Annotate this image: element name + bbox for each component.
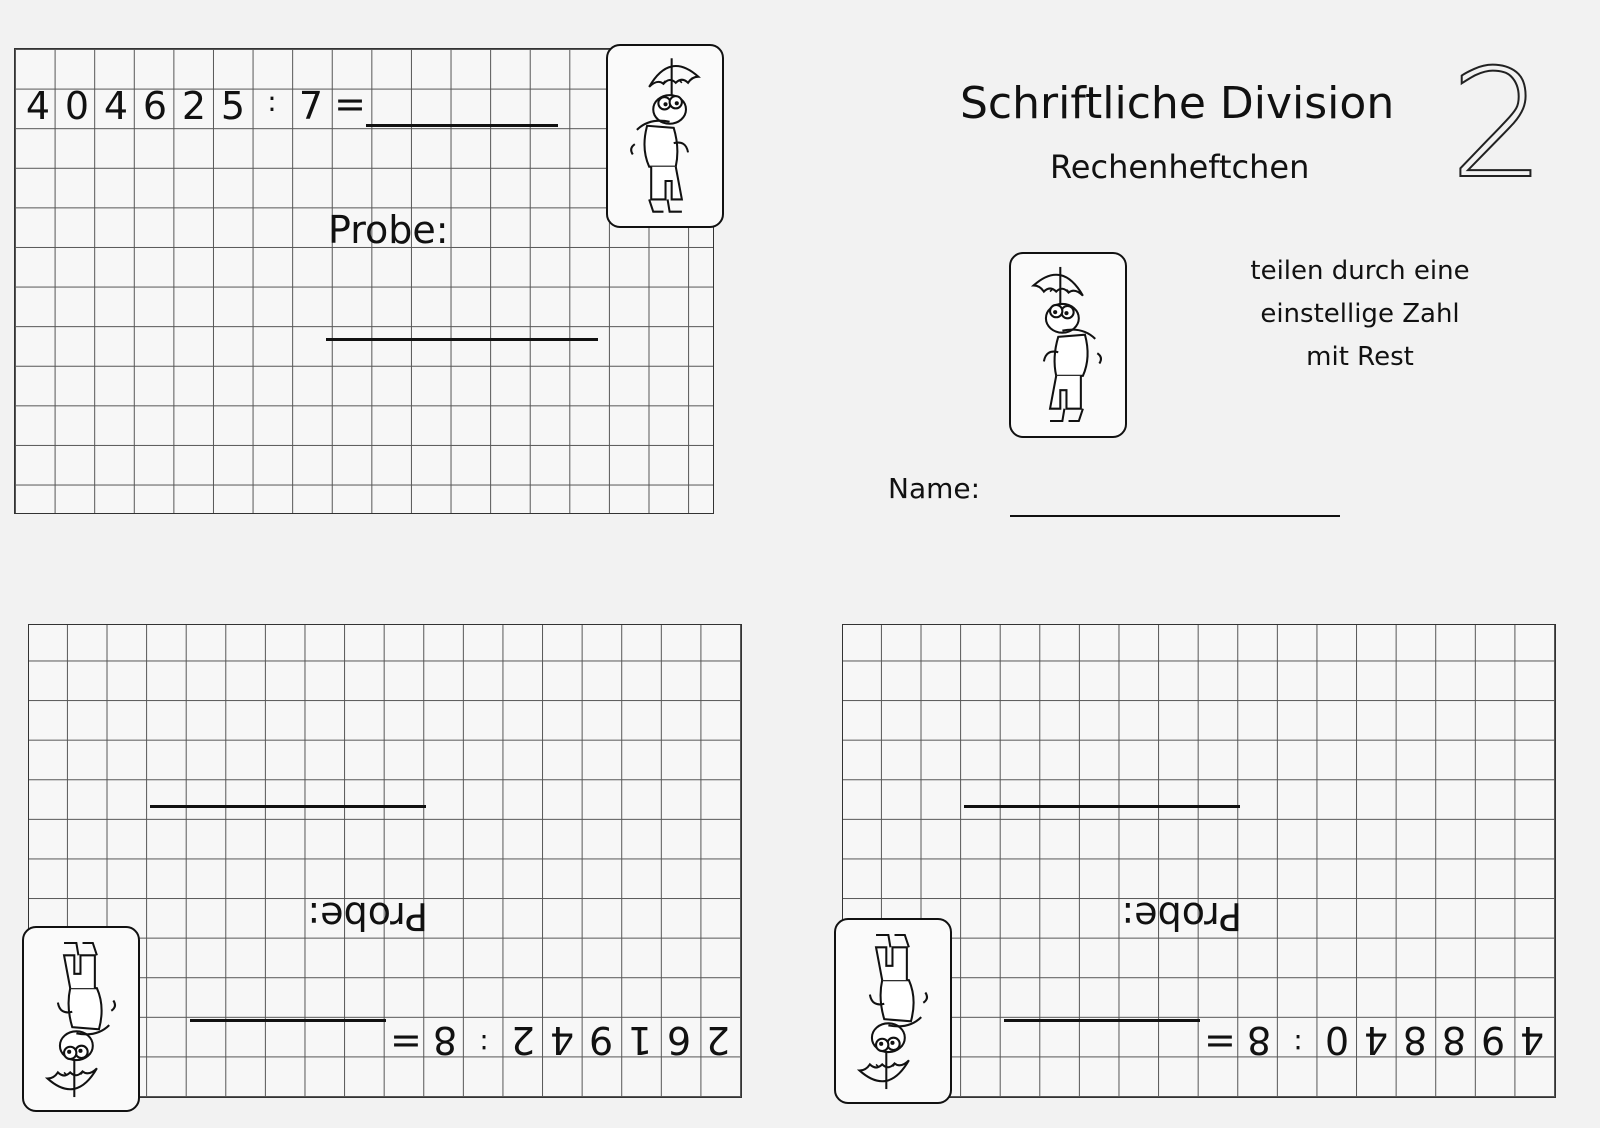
divisor: 7 <box>298 84 324 128</box>
info-line: einstellige Zahl <box>1260 299 1460 329</box>
division-sign: : <box>267 85 277 118</box>
probe-label: Probe: <box>307 894 428 938</box>
digit: 6 <box>142 84 168 128</box>
equals-sign: = <box>390 1020 422 1064</box>
mascot-card <box>22 926 140 1112</box>
equals-sign: = <box>1204 1020 1236 1064</box>
division-sign: : <box>1293 1028 1303 1061</box>
digit: 2 <box>510 1018 536 1062</box>
digit: 4 <box>1519 1018 1545 1062</box>
digit: 4 <box>25 84 51 128</box>
digit: 4 <box>549 1018 575 1062</box>
digit: 2 <box>705 1018 731 1062</box>
divisor: 8 <box>432 1018 458 1062</box>
frog-with-umbrella-icon <box>608 46 721 225</box>
digit: 4 <box>1363 1018 1389 1062</box>
digit: 9 <box>588 1018 614 1062</box>
divisor: 8 <box>1246 1018 1272 1062</box>
frog-with-umbrella-icon <box>25 929 138 1110</box>
answer-line[interactable] <box>1004 1019 1200 1022</box>
answer-line[interactable] <box>190 1019 386 1022</box>
frog-with-umbrella-icon <box>837 921 950 1102</box>
probe-answer-line[interactable] <box>964 805 1240 808</box>
mascot-card <box>834 918 952 1104</box>
digit: 2 <box>181 84 207 128</box>
digit: 6 <box>666 1018 692 1062</box>
probe-answer-line[interactable] <box>326 338 598 341</box>
digit: 8 <box>1441 1018 1467 1062</box>
division-sign: : <box>479 1028 489 1061</box>
digit: 9 <box>1480 1018 1506 1062</box>
digit: 1 <box>627 1018 653 1062</box>
frog-with-umbrella-icon <box>1011 254 1124 435</box>
equals-sign: = <box>334 82 366 126</box>
info-line: mit Rest <box>1306 342 1414 372</box>
digit: 5 <box>220 84 246 128</box>
digit: 4 <box>103 84 129 128</box>
answer-line[interactable] <box>366 124 558 127</box>
page-title: Schriftliche Division <box>960 78 1395 129</box>
name-label: Name: <box>888 472 981 505</box>
digit: 0 <box>64 84 90 128</box>
digit: 0 <box>1324 1018 1350 1062</box>
mascot-card <box>606 44 724 228</box>
probe-label: Probe: <box>1121 894 1242 938</box>
info-line: teilen durch eine <box>1250 256 1470 286</box>
name-input-line[interactable] <box>1010 515 1340 517</box>
page-subtitle: Rechenheftchen <box>1050 148 1310 186</box>
probe-answer-line[interactable] <box>150 805 426 808</box>
digit: 8 <box>1402 1018 1428 1062</box>
booklet-number: 2 <box>1450 38 1546 212</box>
mascot-card <box>1009 252 1127 438</box>
probe-label: Probe: <box>328 208 449 252</box>
